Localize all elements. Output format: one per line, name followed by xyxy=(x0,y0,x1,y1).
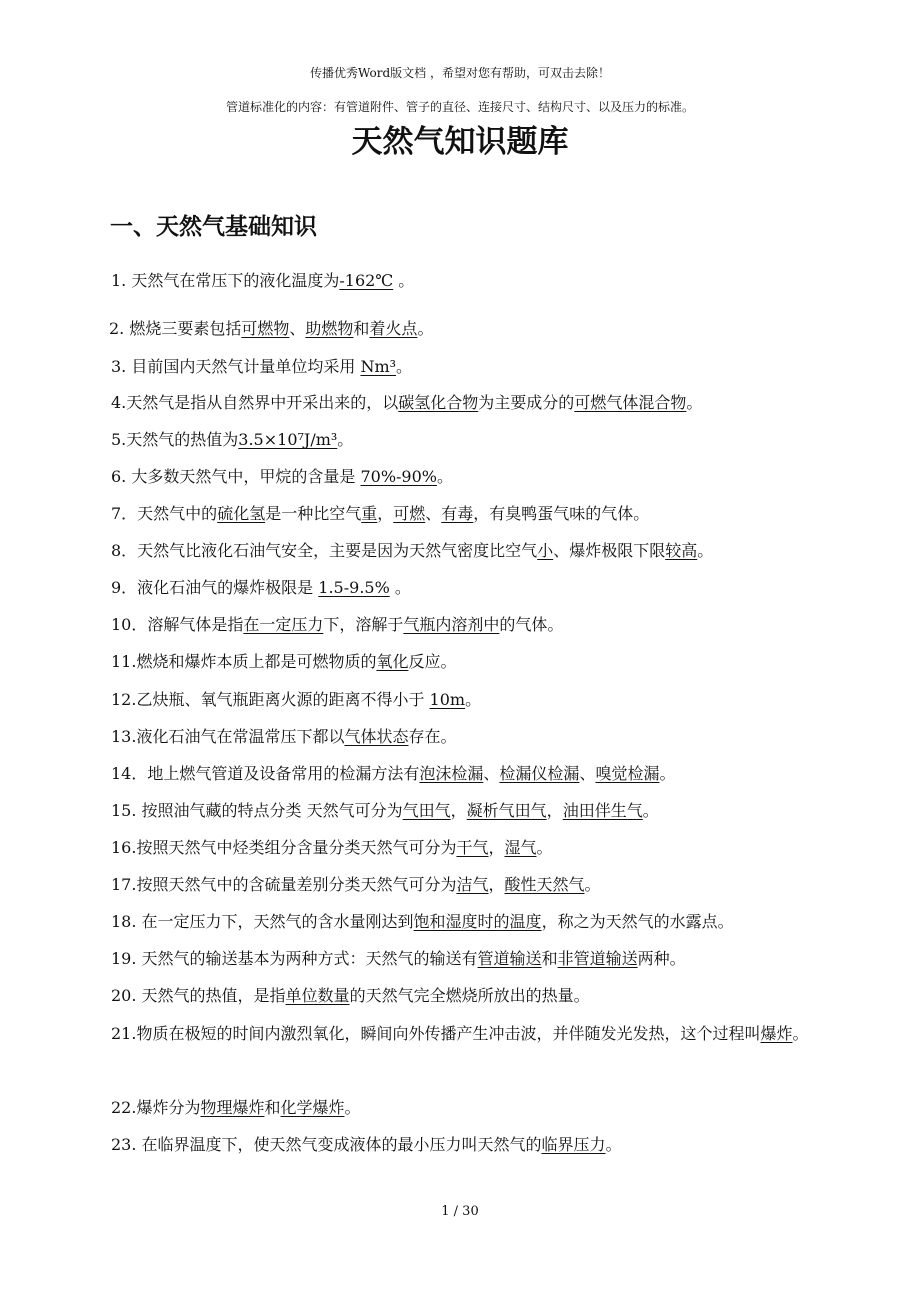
question-text: 。 xyxy=(792,1024,809,1043)
page-title: 天然气知识题库 xyxy=(351,124,569,160)
answer-blank: 化学爆炸 xyxy=(280,1098,345,1117)
question-text: 4.天然气是指从自然界中开采出来的，以 xyxy=(111,393,399,412)
question-text: 20. 天然气的热值，是指 xyxy=(111,986,286,1005)
question-text: 8．天然气比液化石油气安全，主要是因为天然气密度比空气 xyxy=(111,541,538,560)
question-item xyxy=(111,718,831,755)
answer-blank: Nm³ xyxy=(360,357,397,376)
question-text: 。 xyxy=(584,875,601,894)
answer-blank: 酸性天然气 xyxy=(504,875,585,894)
answer-blank: 1.5-9.5% xyxy=(318,578,390,597)
answer-blank: 小 xyxy=(537,541,554,560)
answer-blank: 管道输送 xyxy=(477,949,542,968)
question-text: ， xyxy=(450,801,467,820)
answer-blank: 嗅觉检漏 xyxy=(595,764,660,783)
question-text: 。 xyxy=(465,690,482,709)
question-text: 。 xyxy=(642,801,659,820)
question-text: ， xyxy=(488,875,505,894)
question-text: 9．液化石油气的爆炸极限是 xyxy=(111,578,319,597)
question-text: 16.按照天然气中烃类组分含量分类天然气可分为 xyxy=(111,838,457,857)
question-item xyxy=(111,940,831,977)
question-text: 13.液化石油气在常温常压下都以 xyxy=(111,727,345,746)
question-text: 、 xyxy=(579,764,596,783)
question-text: 的天然气完全燃烧所放出的热量。 xyxy=(349,986,590,1005)
question-text: ，有臭鸭蛋气味的气体。 xyxy=(473,504,650,523)
question-text: 2. 燃烧三要素包括 xyxy=(109,319,242,338)
question-text: 14．地上燃气管道及设备常用的检漏方法有 xyxy=(111,764,420,783)
question-item xyxy=(111,495,831,532)
question-item xyxy=(111,458,831,495)
question-text: 、 xyxy=(289,319,306,338)
question-item xyxy=(111,681,831,718)
answer-blank: 临界压力 xyxy=(541,1135,606,1154)
question-text: 。 xyxy=(605,1135,622,1154)
answer-blank: 非管道输送 xyxy=(557,949,638,968)
question-item xyxy=(111,262,831,299)
question-item xyxy=(111,1015,831,1052)
answer-blank: 有毒 xyxy=(441,504,474,523)
answer-blank: 气田气 xyxy=(402,801,451,820)
question-text: 3. 目前国内天然气计量单位均采用 xyxy=(111,357,361,376)
answer-blank: 单位数量 xyxy=(285,986,350,1005)
answer-blank: 可燃气体混合物 xyxy=(574,393,687,412)
question-text: 23. 在临界温度下，使天然气变成液体的最小压力叫天然气的 xyxy=(111,1135,542,1154)
question-item xyxy=(109,310,829,347)
question-text: 。 xyxy=(417,319,434,338)
question-text: 存在。 xyxy=(408,727,457,746)
question-text: 7．天然气中的 xyxy=(111,504,218,523)
answer-blank: 干气 xyxy=(456,838,489,857)
question-text: 、 xyxy=(483,764,500,783)
answer-blank: 可燃物 xyxy=(241,319,290,338)
question-item xyxy=(111,384,831,421)
answer-blank: 碳氢化合物 xyxy=(398,393,479,412)
question-text: 下，溶解于 xyxy=(323,615,404,634)
question-text: 。 xyxy=(659,764,676,783)
question-item xyxy=(111,866,831,903)
question-text: 19. 天然气的输送基本为两种方式：天然气的输送有 xyxy=(111,949,478,968)
answer-blank: 泡沫检漏 xyxy=(419,764,484,783)
question-text: ， xyxy=(546,801,563,820)
answer-blank: 油田伴生气 xyxy=(562,801,643,820)
question-text: 。 xyxy=(436,467,453,486)
question-text: 。 xyxy=(686,393,703,412)
question-item xyxy=(111,1126,831,1163)
answer-blank: 湿气 xyxy=(504,838,537,857)
answer-blank: 氧化 xyxy=(376,652,409,671)
question-item xyxy=(111,348,831,385)
question-text: 、爆炸极限下限 xyxy=(553,541,666,560)
question-item xyxy=(111,977,831,1014)
question-item xyxy=(111,755,831,792)
question-text: ， xyxy=(488,838,505,857)
answer-blank: 爆炸 xyxy=(760,1024,793,1043)
answer-blank: 气体状态 xyxy=(344,727,409,746)
answer-blank: 检漏仪检漏 xyxy=(499,764,580,783)
question-text: 。 xyxy=(536,838,553,857)
question-text: 5.天然气的热值为 xyxy=(111,430,239,449)
answer-blank: 硫化氢 xyxy=(217,504,266,523)
question-text: 的气体。 xyxy=(499,615,564,634)
page-number: 1 / 30 xyxy=(441,1204,479,1219)
answer-blank: 饱和湿度时的温度 xyxy=(413,912,542,931)
answer-blank: 气瓶内溶剂中 xyxy=(403,615,500,634)
question-text: 18. 在一定压力下，天然气的含水量刚达到 xyxy=(111,912,414,931)
answer-blank: 重 xyxy=(361,504,378,523)
answer-blank: 较高 xyxy=(665,541,698,560)
question-item xyxy=(111,829,831,866)
answer-blank: -162℃ xyxy=(339,271,394,290)
header-standards-line: 管道标准化的内容：有管道附件、管子的直径、连接尺寸、结构尺寸、以及压力的标准。 xyxy=(225,100,694,114)
question-text: 21.物质在极短的时间内激烈氧化，瞬间向外传播产生冲击波，并伴随发光发热，这个过程叫 xyxy=(111,1024,761,1043)
answer-blank: 3.5×10⁷J/m³ xyxy=(238,430,338,449)
question-text: 和 xyxy=(541,949,558,968)
answer-blank: 物理爆炸 xyxy=(200,1098,265,1117)
answer-blank: 可燃 xyxy=(393,504,426,523)
question-text: 。 xyxy=(396,357,413,376)
question-item xyxy=(111,606,831,643)
answer-blank: 70%-90% xyxy=(360,467,437,486)
question-text: 。 xyxy=(337,430,354,449)
question-item xyxy=(111,569,831,606)
question-text: 。 xyxy=(389,578,411,597)
question-text: 为主要成分的 xyxy=(478,393,575,412)
answer-blank: 助燃物 xyxy=(305,319,354,338)
header-notice: 传播优秀Word版文档 ，希望对您有帮助，可双击去除！ xyxy=(310,66,610,80)
answer-blank: 着火点 xyxy=(369,319,418,338)
section-heading: 一、天然气基础知识 xyxy=(110,213,317,240)
question-text: 6. 大多数天然气中，甲烷的含量是 xyxy=(111,467,361,486)
question-text: 15. 按照油气藏的特点分类 天然气可分为 xyxy=(111,801,403,820)
question-text: 22.爆炸分为 xyxy=(111,1098,201,1117)
answer-blank: 在一定压力 xyxy=(243,615,324,634)
question-text: 和 xyxy=(264,1098,281,1117)
question-text: ， xyxy=(377,504,394,523)
question-item xyxy=(111,532,831,569)
question-text: 10．溶解气体是指 xyxy=(111,615,244,634)
question-text: 17.按照天然气中的含硫量差别分类天然气可分为 xyxy=(111,875,457,894)
question-text: 。 xyxy=(393,271,415,290)
question-text: ，称之为天然气的水露点。 xyxy=(541,912,734,931)
question-text: 和 xyxy=(353,319,370,338)
question-item xyxy=(111,643,831,680)
answer-blank: 凝析气田气 xyxy=(466,801,547,820)
answer-blank: 10m xyxy=(429,690,466,709)
question-text: 12.乙炔瓶、氧气瓶距离火源的距离不得小于 xyxy=(111,690,430,709)
question-text: 11.燃烧和爆炸本质上都是可燃物质的 xyxy=(111,652,377,671)
question-item xyxy=(111,1089,831,1126)
question-text: 。 xyxy=(344,1098,361,1117)
answer-blank: 洁气 xyxy=(456,875,489,894)
question-text: 。 xyxy=(697,541,714,560)
question-text: 1. 天然气在常压下的液化温度为 xyxy=(111,271,340,290)
question-item xyxy=(111,421,831,458)
question-item xyxy=(111,792,831,829)
question-item xyxy=(111,903,831,940)
question-text: 是一种比空气 xyxy=(265,504,362,523)
question-text: 、 xyxy=(425,504,442,523)
question-text: 两种。 xyxy=(637,949,686,968)
question-text: 反应。 xyxy=(408,652,457,671)
